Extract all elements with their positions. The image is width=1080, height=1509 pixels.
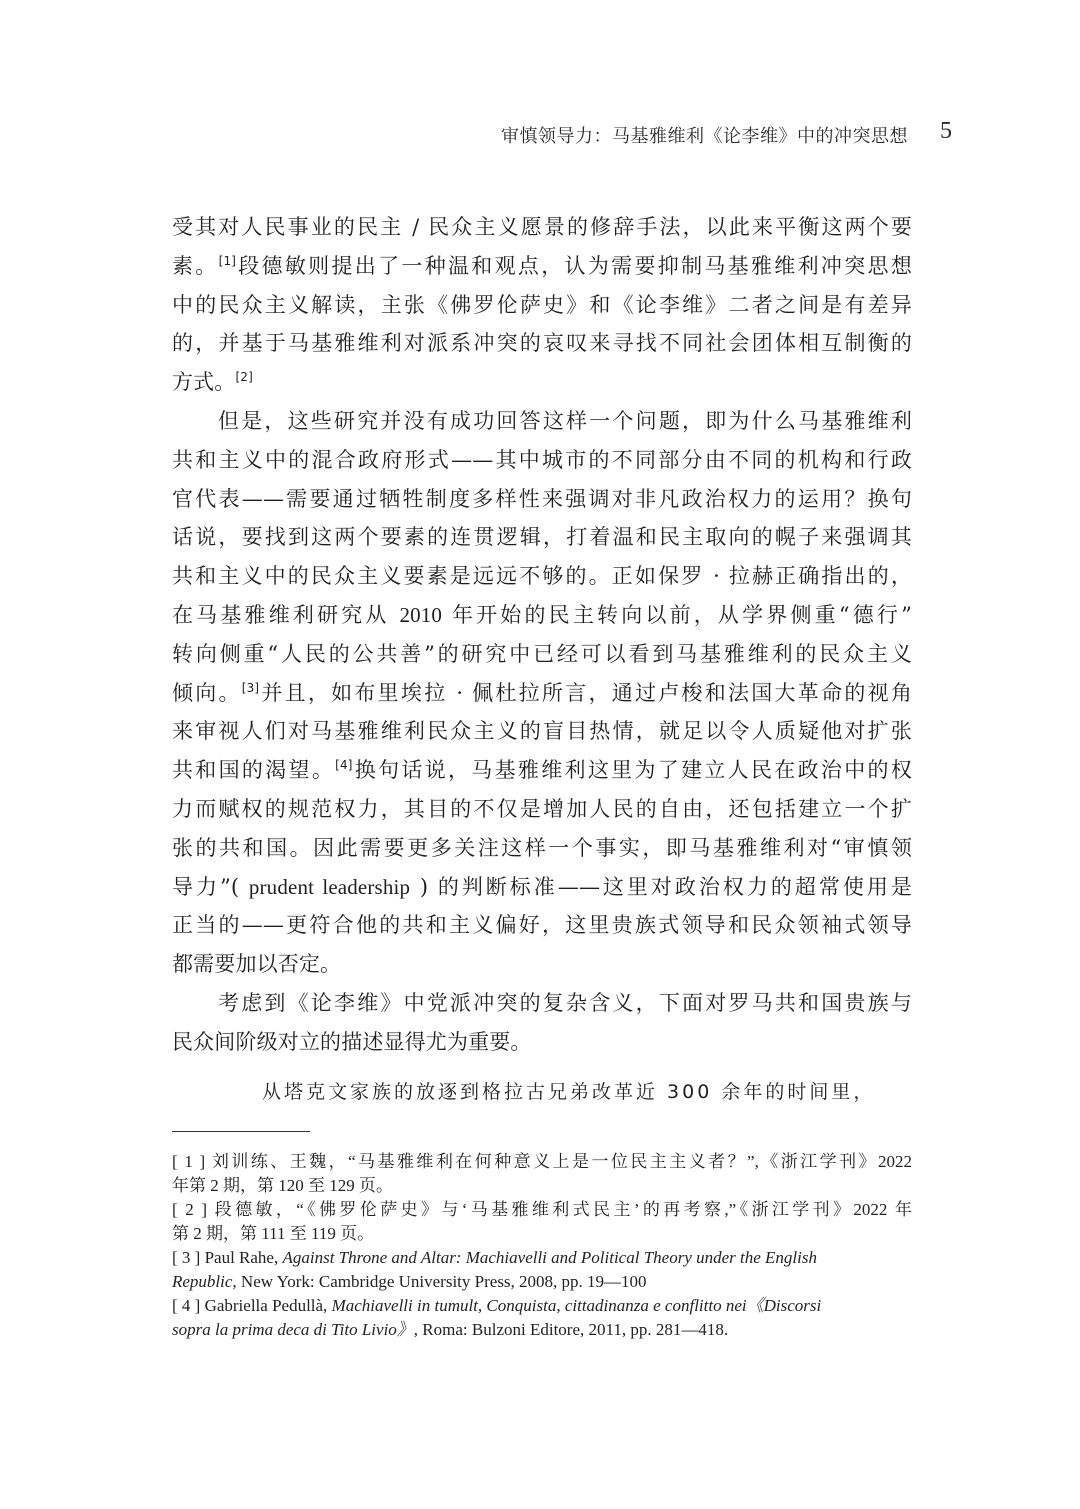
footnote-marker: [ 4 ] Gabriella Pedullà, [172,1296,332,1315]
text-line [172,868,912,907]
block-quote: 从塔克文家族的放逐到格拉古兄弟改革近 300 余年的时间里， [262,1081,876,1103]
footnote-text: , New York: Cambridge University Press, 2008, pp. 19—100 [232,1272,647,1291]
footnote-4-line [172,1318,912,1342]
footnote-marker: [ 3 ] Paul Rahe, [172,1248,283,1267]
text-line [172,363,912,402]
text-line: 来审视人们对马基雅维利民众主义的盲目热情，就足以令人质疑他对扩张 [172,719,912,744]
text-line: 受其对人民事业的民主 / 民众主义愿景的修辞手法，以此来平衡这两个要 [172,215,912,239]
paragraph-3 [172,984,912,1062]
text-line [172,674,912,713]
text-line [172,596,912,635]
text-span: 换句话说，马基雅维利这里为了建立人民在政治中的权 [352,758,912,783]
text-line: 正当的——更符合他的共和主义偏好，这里贵族式领导和民众领袖式领导 [172,913,912,938]
footnote-title: Republic [172,1272,233,1291]
text-span: ) 的判断标准——这里对政治权力的超常使用是 [419,874,912,899]
text-line [172,247,912,286]
text-line: 民众间阶级对立的描述显得尤为重要。 [172,1029,532,1054]
text-line: 力而赋权的规范权力，其目的不仅是增加人民的自由，还包括建立一个扩 [172,796,912,821]
footnote-title: sopra la prima deca di Tito Livio》 [172,1320,414,1339]
footnote-ref-2: [2] [235,370,253,385]
footnote-4-line [172,1294,912,1318]
text-line: 的，并基于马基雅维利对派系冲突的哀叹来寻找不同社会团体相互制衡的 [172,331,912,356]
running-header [0,118,1080,152]
text-line: 都需要加以否定。 [172,952,342,977]
footnote-divider [172,1131,310,1132]
footnote-3-line [172,1270,912,1294]
text-span: 段德敏则提出了一种温和观点，认为需要抑制马基雅维利冲突思想 [236,253,912,278]
footnote-1-line: [ 1 ] 刘训练、王魏，“马基雅维利在何种意义上是一位民主主义者？”,《浙江学刊》2022 [172,1152,912,1171]
latin-term: prudent leadership [248,874,411,899]
footnote-3-line [172,1246,912,1270]
text-span: 素。 [172,253,219,278]
text-line: 转向侧重“人民的公共善”的研究中已经可以看到马基雅维利的民众主义 [172,641,912,666]
text-span: 共和国的渴望。 [172,758,336,783]
text-line: 考虑到《论李维》中党派冲突的复杂含义，下面对罗马共和国贵族与 [218,990,912,1015]
text-line: 张的共和国。因此需要更多关注这样一个事实，即马基雅维利对“审慎领 [172,835,912,860]
footnote-2-line: [ 2 ] 段德敏，“《佛罗伦萨史》与‘马基雅维利式民主’的再考察,”《浙江学刊》2022 年 [172,1200,912,1219]
footnotes [172,1150,912,1342]
text-line: 但是，这些研究并没有成功回答这样一个问题，即为什么马基雅维利 [218,408,912,433]
paragraph-1 [172,208,912,402]
footnote-ref-3: [3] [241,680,260,695]
text-line: 共和主义中的民众主义要素是远远不够的。正如保罗 · 拉赫正确指出的， [172,564,912,589]
footnote-2-line: 第 2 期，第 111 至 119 页。 [172,1224,375,1243]
footnote-1-line: 年第 2 期，第 120 至 129 页。 [172,1176,393,1195]
text-span: 导力”( [172,874,240,899]
text-line: 共和主义中的混合政府形式——其中城市的不同部分由不同的机构和行政 [172,447,912,472]
text-span: 方式。 [172,370,236,395]
running-title: 审慎领导力：马基雅维利《论李维》中的冲突思想 [501,126,908,147]
footnote-title: Against Throne and Altar: Machiavelli and Political Theory under the English [282,1248,817,1267]
footnote-title: Machiavelli in tumult, Conquista, cittadinanza e conflitto nei《Discorsi [331,1296,822,1315]
paragraph-2 [172,402,912,984]
text-span: 倾向。 [172,680,242,705]
footnote-ref-4: [4] [335,758,353,773]
footnote-ref-1: [1] [218,253,237,268]
body-text [172,208,912,1062]
text-line: 话说，要找到这两个要素的连贯逻辑，打着温和民主取向的幌子来强调其 [172,525,912,550]
footnote-text: , Roma: Bulzoni Editore, 2011, pp. 281—418. [413,1320,729,1339]
text-line [172,751,912,790]
text-line: 官代表——需要通过牺牲制度多样性来强调对非凡政治权力的运用？换句 [172,486,912,511]
text-span: 并且，如布里埃拉 · 佩杜拉所言，通过卢梭和法国大革命的视角 [259,680,913,705]
text-line: 中的民众主义解读，主张《佛罗伦萨史》和《论李维》二者之间是有差异 [172,292,912,317]
year-span: 2010 [399,602,443,627]
text-span: 年开始的民主转向以前，从学界侧重“德行” [451,602,912,627]
page-number: 5 [940,118,952,144]
text-span: 在马基雅维利研究从 [172,602,390,627]
